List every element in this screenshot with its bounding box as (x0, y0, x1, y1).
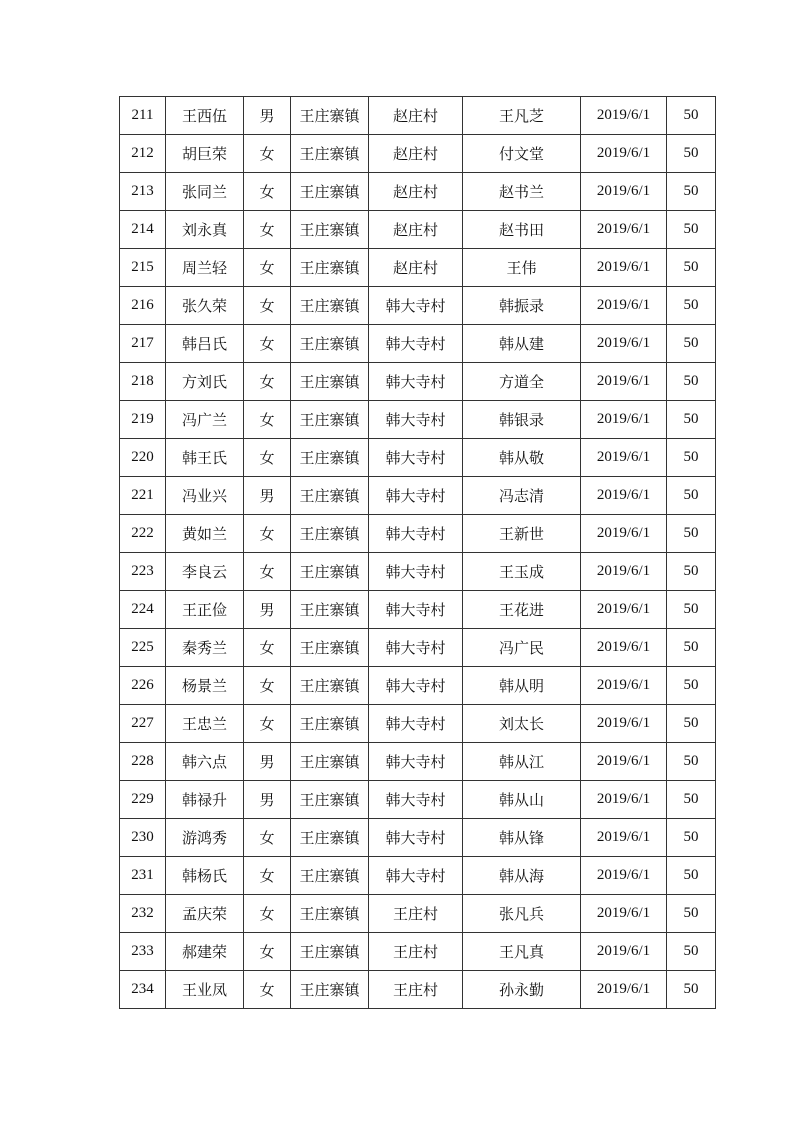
person-name-cell: 王业凤 (166, 971, 244, 1009)
person-name-cell: 黄如兰 (166, 515, 244, 553)
town-cell: 王庄寨镇 (291, 553, 369, 591)
person-name-cell: 方刘氏 (166, 363, 244, 401)
town-cell: 王庄寨镇 (291, 629, 369, 667)
person-name-cell: 张同兰 (166, 173, 244, 211)
person-name-cell: 胡巨荣 (166, 135, 244, 173)
gender-cell: 女 (244, 857, 291, 895)
row-number-cell: 211 (120, 97, 166, 135)
amount-cell: 50 (667, 363, 716, 401)
date-cell: 2019/6/1 (581, 553, 667, 591)
village-cell: 韩大寺村 (369, 515, 463, 553)
table-row (120, 971, 716, 1009)
amount-cell: 50 (667, 439, 716, 477)
village-cell: 王庄村 (369, 933, 463, 971)
table-row (120, 591, 716, 629)
table-row (120, 819, 716, 857)
table-row (120, 743, 716, 781)
gender-cell: 男 (244, 591, 291, 629)
date-cell: 2019/6/1 (581, 667, 667, 705)
gender-cell: 女 (244, 439, 291, 477)
agent-name-cell: 韩振录 (463, 287, 581, 325)
amount-cell: 50 (667, 97, 716, 135)
town-cell: 王庄寨镇 (291, 933, 369, 971)
town-cell: 王庄寨镇 (291, 439, 369, 477)
table-row (120, 249, 716, 287)
town-cell: 王庄寨镇 (291, 705, 369, 743)
table-row (120, 477, 716, 515)
agent-name-cell: 韩从江 (463, 743, 581, 781)
village-cell: 韩大寺村 (369, 781, 463, 819)
person-name-cell: 王西伍 (166, 97, 244, 135)
date-cell: 2019/6/1 (581, 249, 667, 287)
agent-name-cell: 冯志清 (463, 477, 581, 515)
amount-cell: 50 (667, 553, 716, 591)
date-cell: 2019/6/1 (581, 401, 667, 439)
amount-cell: 50 (667, 287, 716, 325)
town-cell: 王庄寨镇 (291, 781, 369, 819)
date-cell: 2019/6/1 (581, 781, 667, 819)
amount-cell: 50 (667, 933, 716, 971)
town-cell: 王庄寨镇 (291, 249, 369, 287)
village-cell: 韩大寺村 (369, 857, 463, 895)
amount-cell: 50 (667, 325, 716, 363)
date-cell: 2019/6/1 (581, 97, 667, 135)
amount-cell: 50 (667, 173, 716, 211)
agent-name-cell: 王花进 (463, 591, 581, 629)
agent-name-cell: 方道全 (463, 363, 581, 401)
village-cell: 韩大寺村 (369, 363, 463, 401)
table-row (120, 629, 716, 667)
person-name-cell: 张久荣 (166, 287, 244, 325)
person-name-cell: 韩吕氏 (166, 325, 244, 363)
row-number-cell: 219 (120, 401, 166, 439)
row-number-cell: 221 (120, 477, 166, 515)
gender-cell: 女 (244, 629, 291, 667)
amount-cell: 50 (667, 515, 716, 553)
person-name-cell: 王忠兰 (166, 705, 244, 743)
agent-name-cell: 王凡真 (463, 933, 581, 971)
person-name-cell: 游鸿秀 (166, 819, 244, 857)
gender-cell: 女 (244, 135, 291, 173)
date-cell: 2019/6/1 (581, 895, 667, 933)
date-cell: 2019/6/1 (581, 135, 667, 173)
village-cell: 韩大寺村 (369, 477, 463, 515)
agent-name-cell: 韩银录 (463, 401, 581, 439)
agent-name-cell: 韩从敬 (463, 439, 581, 477)
agent-name-cell: 王新世 (463, 515, 581, 553)
row-number-cell: 214 (120, 211, 166, 249)
row-number-cell: 231 (120, 857, 166, 895)
gender-cell: 女 (244, 173, 291, 211)
agent-name-cell: 张凡兵 (463, 895, 581, 933)
village-cell: 王庄村 (369, 971, 463, 1009)
table-row (120, 515, 716, 553)
date-cell: 2019/6/1 (581, 857, 667, 895)
row-number-cell: 228 (120, 743, 166, 781)
date-cell: 2019/6/1 (581, 325, 667, 363)
village-cell: 赵庄村 (369, 135, 463, 173)
village-cell: 赵庄村 (369, 173, 463, 211)
record-table-body (120, 97, 716, 1009)
gender-cell: 女 (244, 933, 291, 971)
row-number-cell: 212 (120, 135, 166, 173)
amount-cell: 50 (667, 211, 716, 249)
agent-name-cell: 韩从锋 (463, 819, 581, 857)
gender-cell: 女 (244, 325, 291, 363)
date-cell: 2019/6/1 (581, 705, 667, 743)
town-cell: 王庄寨镇 (291, 363, 369, 401)
date-cell: 2019/6/1 (581, 933, 667, 971)
village-cell: 韩大寺村 (369, 629, 463, 667)
table-row (120, 895, 716, 933)
agent-name-cell: 孙永勤 (463, 971, 581, 1009)
town-cell: 王庄寨镇 (291, 515, 369, 553)
village-cell: 赵庄村 (369, 211, 463, 249)
gender-cell: 女 (244, 971, 291, 1009)
person-name-cell: 杨景兰 (166, 667, 244, 705)
date-cell: 2019/6/1 (581, 173, 667, 211)
table-row (120, 363, 716, 401)
gender-cell: 女 (244, 287, 291, 325)
row-number-cell: 232 (120, 895, 166, 933)
table-row (120, 933, 716, 971)
agent-name-cell: 赵书田 (463, 211, 581, 249)
table-row (120, 211, 716, 249)
person-name-cell: 周兰轻 (166, 249, 244, 287)
person-name-cell: 李良云 (166, 553, 244, 591)
agent-name-cell: 刘太长 (463, 705, 581, 743)
person-name-cell: 韩杨氏 (166, 857, 244, 895)
amount-cell: 50 (667, 895, 716, 933)
table-row (120, 135, 716, 173)
agent-name-cell: 王伟 (463, 249, 581, 287)
gender-cell: 女 (244, 705, 291, 743)
gender-cell: 女 (244, 667, 291, 705)
row-number-cell: 215 (120, 249, 166, 287)
gender-cell: 女 (244, 895, 291, 933)
town-cell: 王庄寨镇 (291, 743, 369, 781)
gender-cell: 女 (244, 363, 291, 401)
village-cell: 韩大寺村 (369, 439, 463, 477)
table-row (120, 325, 716, 363)
row-number-cell: 225 (120, 629, 166, 667)
amount-cell: 50 (667, 249, 716, 287)
village-cell: 韩大寺村 (369, 705, 463, 743)
person-name-cell: 冯广兰 (166, 401, 244, 439)
date-cell: 2019/6/1 (581, 439, 667, 477)
amount-cell: 50 (667, 135, 716, 173)
row-number-cell: 223 (120, 553, 166, 591)
town-cell: 王庄寨镇 (291, 591, 369, 629)
village-cell: 韩大寺村 (369, 591, 463, 629)
village-cell: 赵庄村 (369, 97, 463, 135)
town-cell: 王庄寨镇 (291, 325, 369, 363)
table-row (120, 173, 716, 211)
row-number-cell: 230 (120, 819, 166, 857)
person-name-cell: 冯业兴 (166, 477, 244, 515)
gender-cell: 女 (244, 553, 291, 591)
village-cell: 韩大寺村 (369, 287, 463, 325)
town-cell: 王庄寨镇 (291, 819, 369, 857)
row-number-cell: 224 (120, 591, 166, 629)
record-table (119, 96, 716, 1009)
gender-cell: 男 (244, 781, 291, 819)
date-cell: 2019/6/1 (581, 515, 667, 553)
table-row (120, 287, 716, 325)
row-number-cell: 222 (120, 515, 166, 553)
amount-cell: 50 (667, 401, 716, 439)
date-cell: 2019/6/1 (581, 629, 667, 667)
agent-name-cell: 王凡芝 (463, 97, 581, 135)
agent-name-cell: 冯广民 (463, 629, 581, 667)
amount-cell: 50 (667, 743, 716, 781)
agent-name-cell: 王玉成 (463, 553, 581, 591)
date-cell: 2019/6/1 (581, 591, 667, 629)
table-row (120, 553, 716, 591)
village-cell: 韩大寺村 (369, 743, 463, 781)
date-cell: 2019/6/1 (581, 743, 667, 781)
date-cell: 2019/6/1 (581, 971, 667, 1009)
gender-cell: 女 (244, 515, 291, 553)
table-row (120, 401, 716, 439)
agent-name-cell: 韩从建 (463, 325, 581, 363)
amount-cell: 50 (667, 667, 716, 705)
village-cell: 赵庄村 (369, 249, 463, 287)
table-row (120, 857, 716, 895)
gender-cell: 女 (244, 249, 291, 287)
town-cell: 王庄寨镇 (291, 857, 369, 895)
date-cell: 2019/6/1 (581, 287, 667, 325)
person-name-cell: 孟庆荣 (166, 895, 244, 933)
table-row (120, 705, 716, 743)
town-cell: 王庄寨镇 (291, 97, 369, 135)
person-name-cell: 刘永真 (166, 211, 244, 249)
row-number-cell: 229 (120, 781, 166, 819)
amount-cell: 50 (667, 705, 716, 743)
gender-cell: 女 (244, 401, 291, 439)
amount-cell: 50 (667, 857, 716, 895)
town-cell: 王庄寨镇 (291, 477, 369, 515)
person-name-cell: 王正俭 (166, 591, 244, 629)
table-row (120, 667, 716, 705)
amount-cell: 50 (667, 629, 716, 667)
town-cell: 王庄寨镇 (291, 135, 369, 173)
row-number-cell: 216 (120, 287, 166, 325)
village-cell: 韩大寺村 (369, 553, 463, 591)
gender-cell: 女 (244, 211, 291, 249)
gender-cell: 男 (244, 477, 291, 515)
row-number-cell: 234 (120, 971, 166, 1009)
row-number-cell: 217 (120, 325, 166, 363)
person-name-cell: 秦秀兰 (166, 629, 244, 667)
village-cell: 王庄村 (369, 895, 463, 933)
gender-cell: 男 (244, 97, 291, 135)
village-cell: 韩大寺村 (369, 401, 463, 439)
village-cell: 韩大寺村 (369, 819, 463, 857)
table-row (120, 781, 716, 819)
amount-cell: 50 (667, 591, 716, 629)
amount-cell: 50 (667, 971, 716, 1009)
person-name-cell: 韩王氏 (166, 439, 244, 477)
town-cell: 王庄寨镇 (291, 401, 369, 439)
amount-cell: 50 (667, 781, 716, 819)
row-number-cell: 226 (120, 667, 166, 705)
town-cell: 王庄寨镇 (291, 211, 369, 249)
row-number-cell: 220 (120, 439, 166, 477)
date-cell: 2019/6/1 (581, 211, 667, 249)
table-row (120, 97, 716, 135)
village-cell: 韩大寺村 (369, 667, 463, 705)
town-cell: 王庄寨镇 (291, 287, 369, 325)
person-name-cell: 郝建荣 (166, 933, 244, 971)
row-number-cell: 233 (120, 933, 166, 971)
agent-name-cell: 赵书兰 (463, 173, 581, 211)
table-row (120, 439, 716, 477)
amount-cell: 50 (667, 819, 716, 857)
agent-name-cell: 韩从山 (463, 781, 581, 819)
person-name-cell: 韩六点 (166, 743, 244, 781)
town-cell: 王庄寨镇 (291, 895, 369, 933)
town-cell: 王庄寨镇 (291, 667, 369, 705)
village-cell: 韩大寺村 (369, 325, 463, 363)
agent-name-cell: 韩从明 (463, 667, 581, 705)
row-number-cell: 218 (120, 363, 166, 401)
date-cell: 2019/6/1 (581, 819, 667, 857)
date-cell: 2019/6/1 (581, 363, 667, 401)
person-name-cell: 韩禄升 (166, 781, 244, 819)
town-cell: 王庄寨镇 (291, 971, 369, 1009)
date-cell: 2019/6/1 (581, 477, 667, 515)
row-number-cell: 213 (120, 173, 166, 211)
row-number-cell: 227 (120, 705, 166, 743)
gender-cell: 男 (244, 743, 291, 781)
gender-cell: 女 (244, 819, 291, 857)
agent-name-cell: 付文堂 (463, 135, 581, 173)
agent-name-cell: 韩从海 (463, 857, 581, 895)
town-cell: 王庄寨镇 (291, 173, 369, 211)
amount-cell: 50 (667, 477, 716, 515)
